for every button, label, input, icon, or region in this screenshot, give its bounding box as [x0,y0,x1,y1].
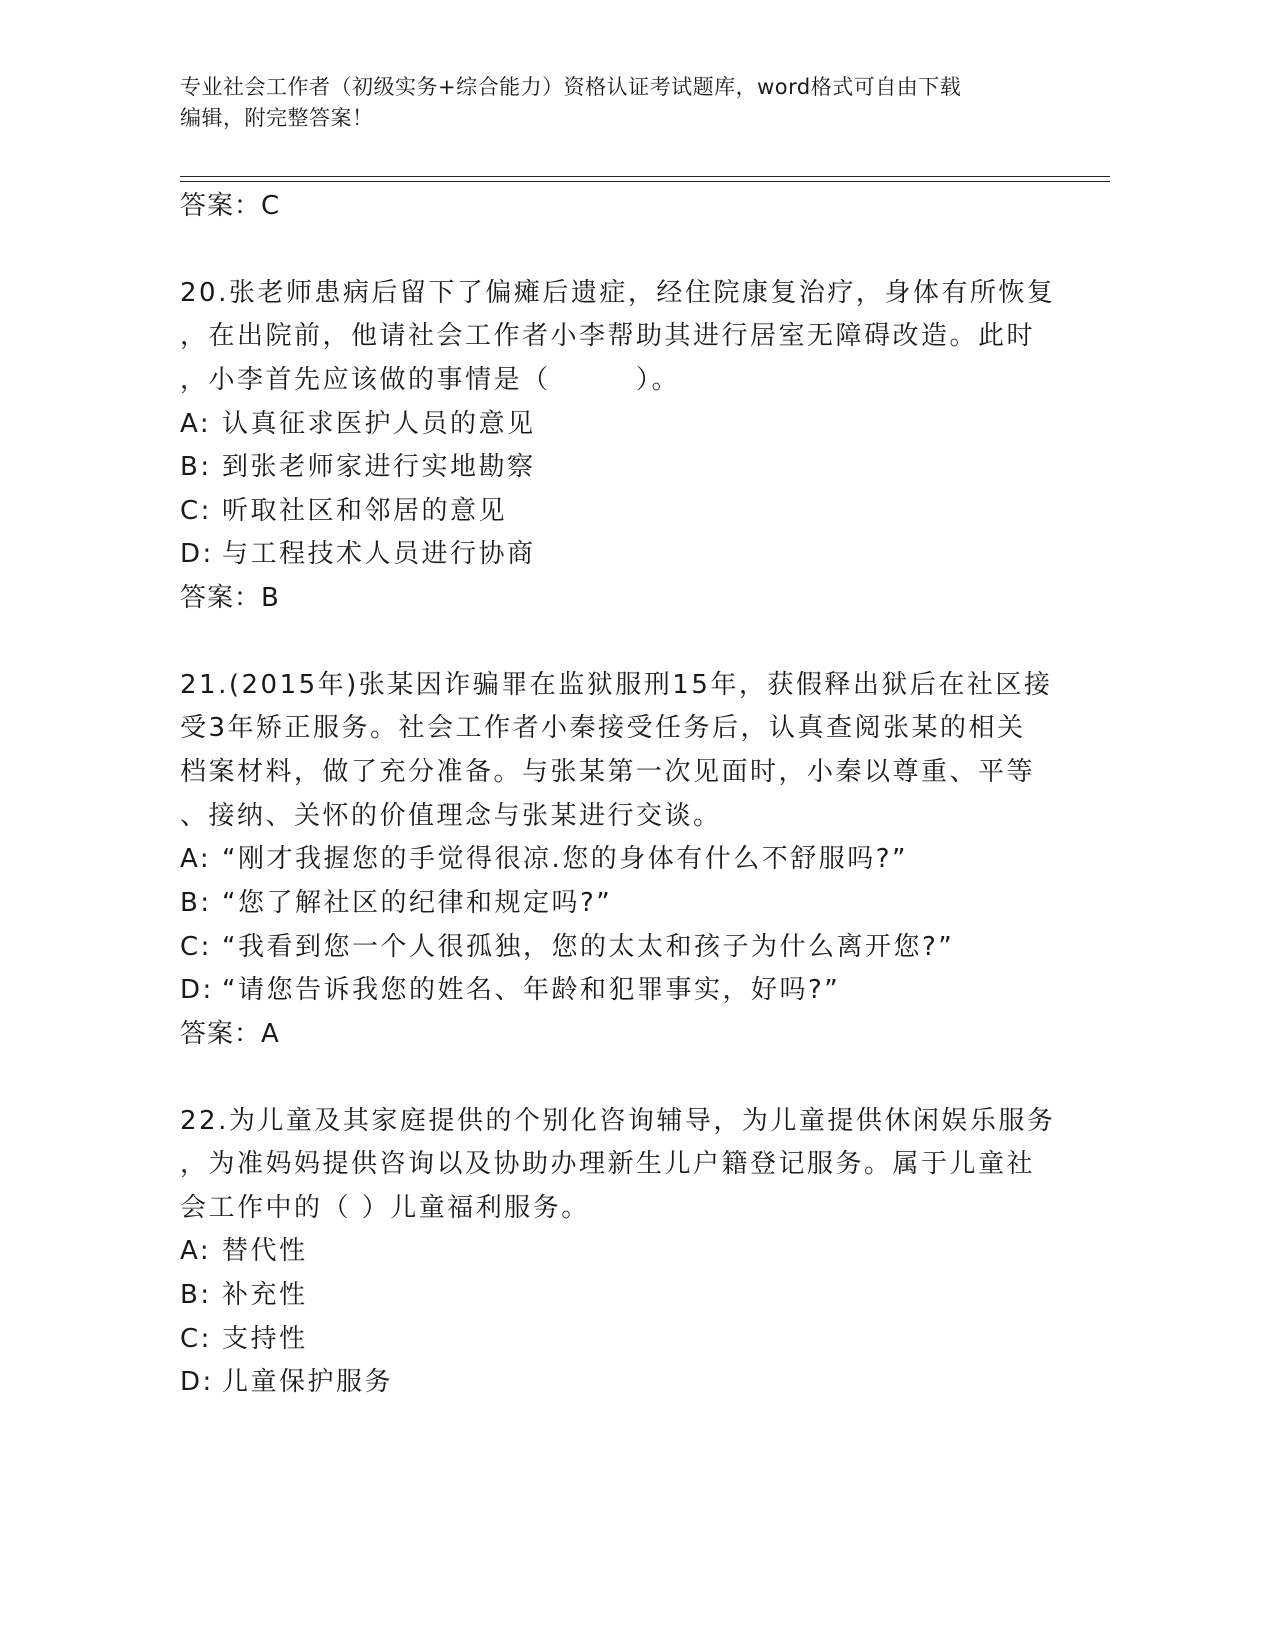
option-key: B: [180,452,212,482]
header-line-1: 专业社会工作者（初级实务+综合能力）资格认证考试题库，word格式可自由下载 [180,75,962,99]
document-header [180,72,1040,134]
option-key: B: [180,888,212,918]
option-key: D: [180,975,214,1005]
question-20-option-c [180,490,507,527]
option-key: D: [180,1367,214,1397]
question-22-option-b [180,1274,308,1311]
question-21-option-c [180,926,954,963]
question-21-line-3: 档案材料，做了充分准备。与张某第一次见面时，小秦以尊重、平等 [180,757,1036,787]
question-21-option-a [180,838,908,875]
option-text: 认真征求医护人员的意见 [222,409,536,439]
question-20-line-3: ，小李首先应该做的事情是（ ）。 [180,365,681,395]
option-key: A: [180,409,212,439]
question-22-line-3: 会工作中的（ ）儿童福利服务。 [180,1193,590,1223]
header-rule-bottom [180,181,1110,182]
question-20-option-a [180,403,536,440]
option-key: A: [180,844,212,874]
answer-previous: 答案：C [180,191,281,221]
question-20-line-2: ，在出院前，他请社会工作者小李帮助其进行居室无障碍改造。此时 [180,321,1036,351]
question-21-line-4: 、接纳、关怀的价值理念与张某进行交谈。 [180,801,722,831]
question-21-option-b [180,882,612,919]
question-22-option-a [180,1230,308,1267]
question-21-option-d [180,969,840,1006]
header-rule-top [180,176,1110,177]
option-text: 与工程技术人员进行协商 [222,539,536,569]
option-text: “我看到您一个人很孤独，您的太太和孩子为什么离开您?” [222,932,955,962]
question-22-option-c [180,1318,308,1355]
option-text: 听取社区和邻居的意见 [222,496,508,526]
option-text: 儿童保护服务 [222,1367,394,1397]
option-text: 到张老师家进行实地勘察 [222,452,536,482]
question-21-answer: 答案：A [180,1019,280,1049]
question-20-answer: 答案：B [180,583,280,613]
option-key: C: [180,932,212,962]
option-text: 补充性 [222,1280,308,1310]
header-line-2: 编辑，附完整答案！ [180,106,374,130]
option-key: C: [180,1324,212,1354]
option-key: C: [180,496,212,526]
question-22-option-d [180,1361,393,1398]
option-key: D: [180,539,214,569]
question-20-option-d [180,533,536,570]
question-21-line-2: 受3年矫正服务。社会工作者小秦接受任务后，认真查阅张某的相关 [180,713,1026,743]
question-21-line-1: 21.(2015年)张某因诈骗罪在监狱服刑15年，获假释出狱后在社区接 [180,670,1053,700]
question-22-line-2: ，为准妈妈提供咨询以及协助办理新生儿户籍登记服务。属于儿童社 [180,1149,1036,1179]
option-text: 支持性 [222,1324,308,1354]
option-key: A: [180,1236,212,1266]
option-text: “您了解社区的纪律和规定吗?” [222,888,613,918]
question-20-line-1: 20.张老师患病后留下了偏瘫后遗症，经住院康复治疗，身体有所恢复 [180,278,1056,308]
question-22-line-1: 22.为儿童及其家庭提供的个别化咨询辅导，为儿童提供休闲娱乐服务 [180,1106,1056,1136]
question-20-option-b [180,446,536,483]
option-text: 替代性 [222,1236,308,1266]
option-text: “请您告诉我您的姓名、年龄和犯罪事实，好吗?” [222,975,841,1005]
option-key: B: [180,1280,212,1310]
option-text: “刚才我握您的手觉得很凉.您的身体有什么不舒服吗?” [222,844,909,874]
